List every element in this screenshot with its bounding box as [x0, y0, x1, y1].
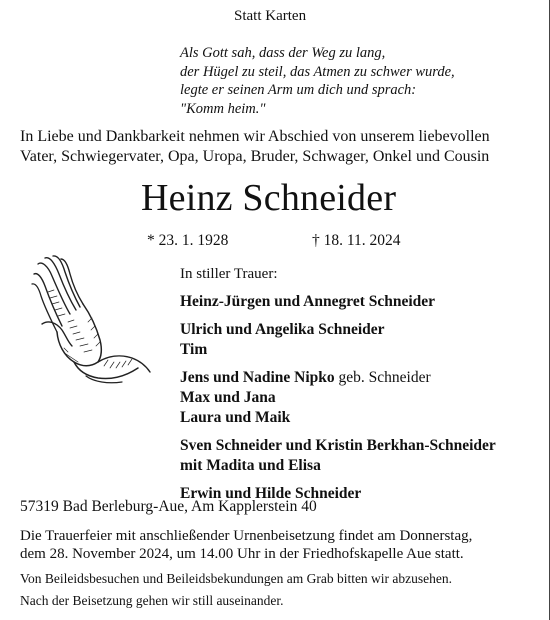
mourners-heading: In stiller Trauer:	[180, 266, 278, 282]
ceremony-line: dem 28. November 2024, um 14.00 Uhr in der Friedhofskapelle Aue statt.	[20, 546, 464, 562]
poem-line: der Hügel zu steil, das Atmen zu schwer wurde,	[180, 63, 455, 80]
poem-line: "Komm heim."	[180, 100, 266, 117]
poem-line: Als Gott sah, dass der Weg zu lang,	[180, 45, 386, 61]
intro-line: Vater, Schwiegervater, Opa, Uropa, Bruder, Schwager, Onkel und Cousin	[20, 148, 490, 165]
mourner-line	[180, 408, 496, 428]
intro-line: In Liebe und Dankbarkeit nehmen wir Abschied von unserem liebevollen	[20, 128, 490, 145]
mourner-line	[180, 340, 496, 360]
mourner-name: Jens und Nadine Nipko	[180, 369, 335, 386]
mourner-line	[180, 436, 496, 456]
mourner-line	[180, 368, 496, 388]
mourner-name: mit Madita und Elisa	[180, 457, 321, 474]
address: 57319 Bad Berleburg-Aue, Am Kapplerstein 40	[20, 498, 317, 515]
mourner-group	[180, 292, 496, 312]
mourner-group	[180, 368, 496, 428]
birth-date: * 23. 1. 1928	[147, 232, 229, 249]
mourner-group	[180, 436, 496, 476]
mourner-name: Max und Jana	[180, 389, 276, 406]
statt-karten-label: Statt Karten	[234, 8, 307, 24]
mourner-line	[180, 388, 496, 408]
mourner-name: Erwin und Hilde Schneider	[180, 485, 362, 502]
mourner-name: Heinz-Jürgen und Annegret Schneider	[180, 293, 436, 310]
intro-text	[20, 127, 490, 167]
mourner-group	[180, 320, 496, 360]
mourner-line	[180, 456, 496, 476]
poem-line: legte er seinen Arm um dich und sprach:	[180, 82, 417, 98]
mourner-note: geb. Schneider	[334, 369, 431, 386]
mourner-line	[180, 292, 496, 312]
ceremony-line: Die Trauerfeier mit anschließender Urnenbeisetzung findet am Donnerstag,	[20, 528, 473, 544]
mourner-name: Sven Schneider und Kristin Berkhan-Schneider	[180, 437, 496, 454]
death-date: † 18. 11. 2024	[312, 232, 401, 249]
mourner-name: Ulrich und Angelika Schneider	[180, 321, 385, 338]
mourner-name: Laura und Maik	[180, 409, 291, 426]
ceremony-info	[20, 527, 472, 563]
mourners-list	[180, 292, 496, 512]
praying-hands-icon	[28, 252, 158, 387]
mourner-name: Tim	[180, 341, 208, 358]
deceased-name: Heinz Schneider	[141, 177, 397, 219]
poem	[180, 44, 455, 118]
condolence-note: Von Beileidsbesuchen und Beileidsbekundungen am Grab bitten wir abzusehen.	[20, 571, 453, 586]
mourner-line	[180, 320, 496, 340]
closing-note: Nach der Beisetzung gehen wir still auseinander.	[20, 593, 284, 608]
